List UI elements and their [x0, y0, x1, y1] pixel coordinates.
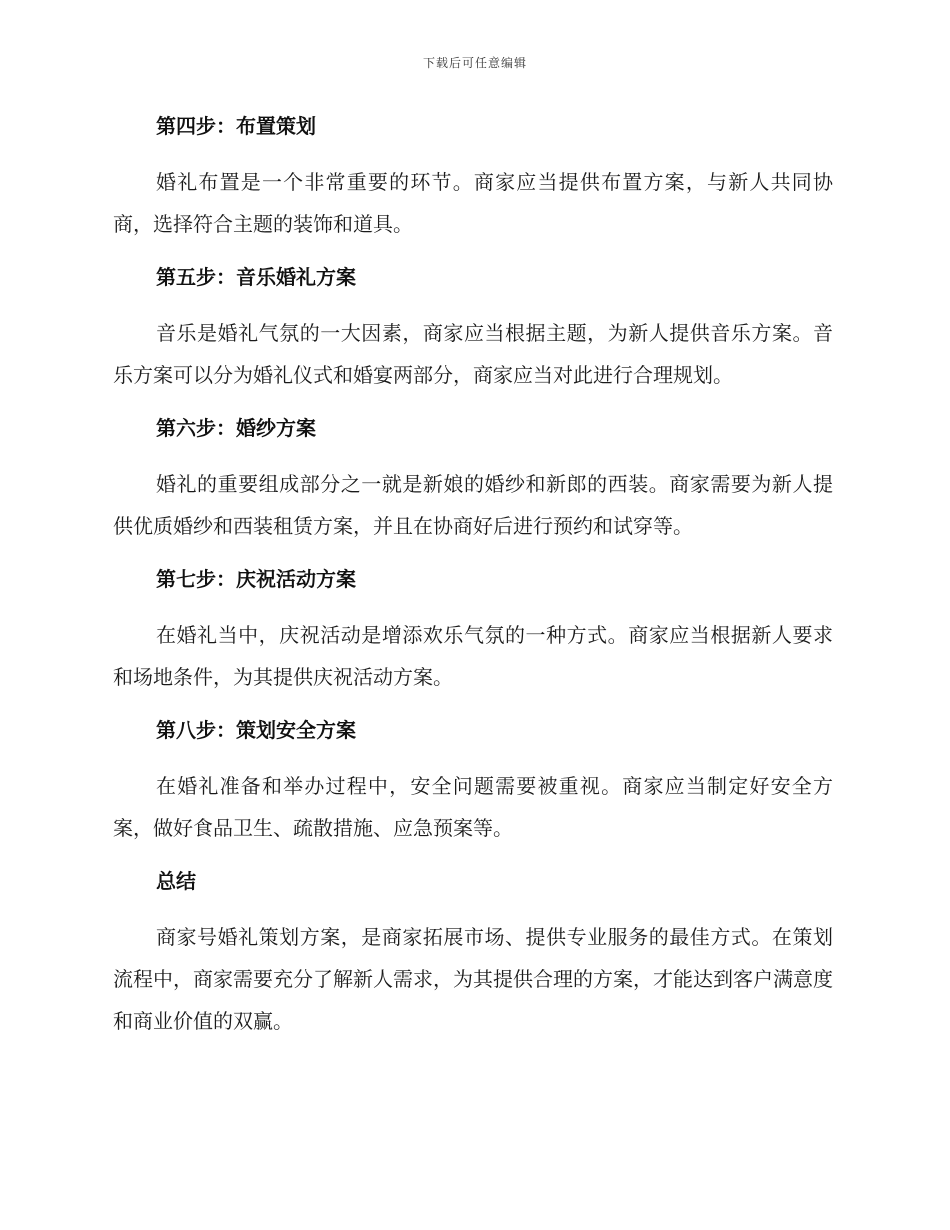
- paragraph-line: 婚礼布置是一个非常重要的环节。商家应当提供布置方案，与新人共同: [156, 170, 813, 194]
- paragraph-line: 案。音乐方案可以分为婚礼仪式和婚宴两部分，商家应当对此进行合理规: [113, 321, 833, 387]
- paragraph-line: 要求和场地条件，为其提供庆祝活动方案。: [113, 623, 833, 689]
- paragraph-line: 客户满意度和商业价值的双赢。: [113, 967, 833, 1033]
- paragraph-line: 策划流程中，商家需要充分了解新人需求，为其提供合理的方案，才能达到: [113, 925, 833, 991]
- section-heading: 第六步：婚纱方案: [156, 416, 316, 440]
- paragraph-line: 音乐是婚礼气氛的一大因素，商家应当根据主题，为新人提供音乐方: [156, 321, 772, 345]
- section-heading: 第四步：布置策划: [156, 114, 316, 138]
- paragraph-line: 人提供优质婚纱和西装租赁方案，并且在协商好后进行预约和试穿等。: [113, 472, 833, 538]
- section-step-6: [113, 412, 833, 563]
- section-summary: [113, 865, 833, 1042]
- section-step-8: [113, 714, 833, 865]
- paragraph: [113, 765, 833, 849]
- paragraph: [113, 916, 833, 1042]
- paragraph-line: 协商，选择符合主题的装饰和道具。: [113, 170, 833, 236]
- section-heading: 第八步：策划安全方案: [156, 718, 356, 742]
- section-heading: 总结: [156, 869, 196, 893]
- paragraph-line: 方案，做好食品卫生、疏散措施、应急预案等。: [113, 774, 833, 840]
- paragraph-line: 划。: [693, 363, 733, 387]
- paragraph: [113, 161, 833, 245]
- paragraph: [113, 463, 833, 547]
- paragraph: [113, 614, 833, 698]
- paragraph: [113, 312, 833, 396]
- section-step-4: [113, 110, 833, 261]
- section-step-7: [113, 563, 833, 714]
- paragraph-line: 婚礼的重要组成部分之一就是新娘的婚纱和新郎的西装。商家需要为新: [156, 472, 793, 496]
- section-heading: 第七步：庆祝活动方案: [156, 567, 356, 591]
- section-step-5: [113, 261, 833, 412]
- page-header: 下载后可任意编辑: [422, 56, 527, 70]
- paragraph-line: 商家号婚礼策划方案，是商家拓展市场、提供专业服务的最佳方式。在: [156, 925, 793, 949]
- section-heading: 第五步：音乐婚礼方案: [156, 265, 356, 289]
- document-body: [113, 110, 833, 1042]
- paragraph-line: 在婚礼当中，庆祝活动是增添欢乐气氛的一种方式。商家应当根据新人: [156, 623, 793, 647]
- paragraph-line: 在婚礼准备和举办过程中，安全问题需要被重视。商家应当制定好安全: [156, 774, 813, 798]
